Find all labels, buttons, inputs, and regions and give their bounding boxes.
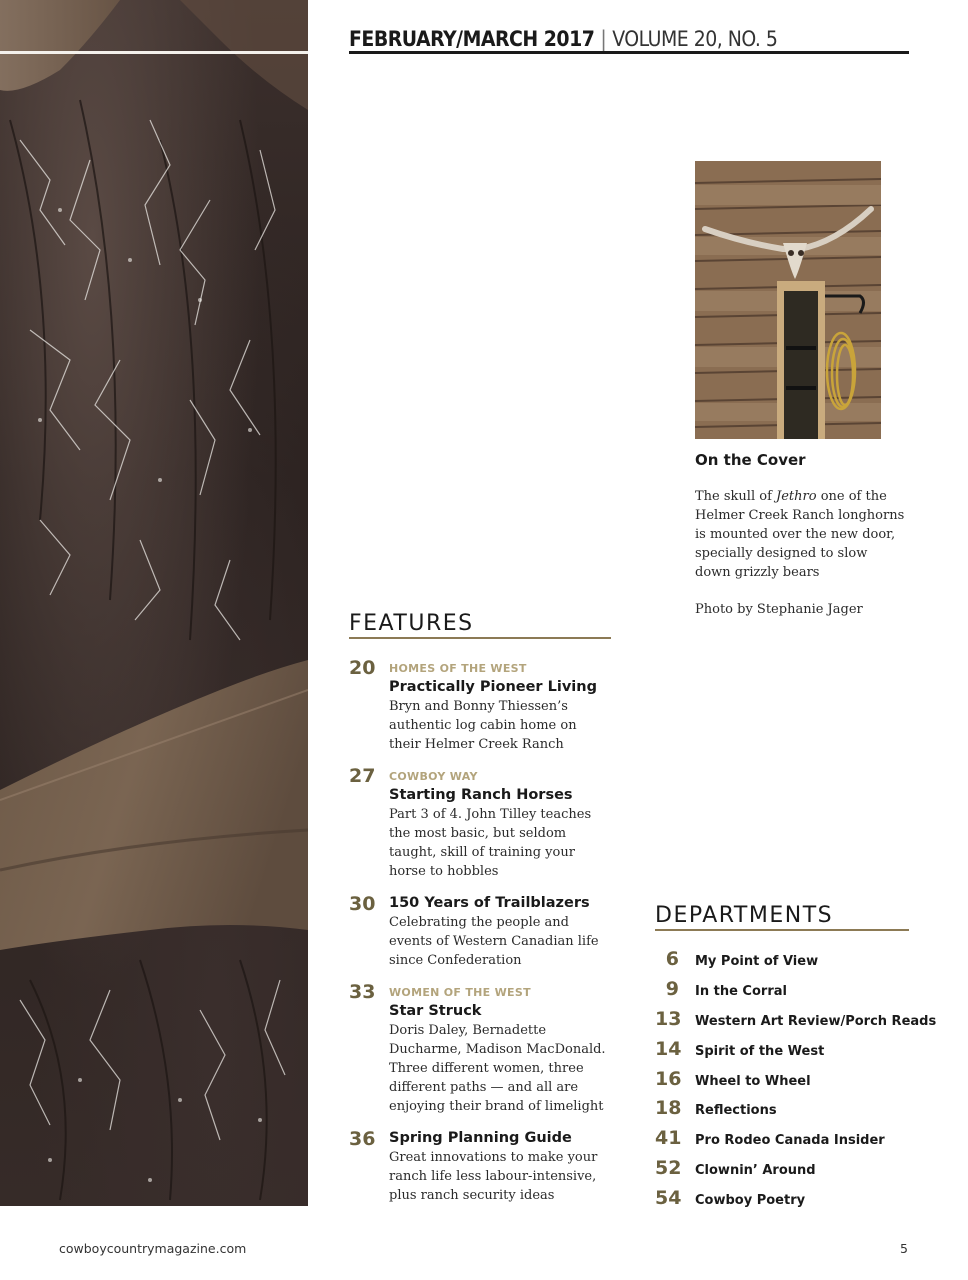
feature-page-number: 33 [349,981,376,1003]
feature-title[interactable]: Star Struck [389,1003,482,1019]
feature-kicker: COWBOY WAY [389,770,478,783]
feature-title[interactable]: Practically Pioneer Living [389,679,597,695]
footer-website[interactable]: cowboycountrymagazine.com [59,1241,247,1256]
features-heading: FEATURES [349,611,474,636]
department-page-number: 9 [665,977,679,1000]
feature-title[interactable]: 150 Years of Trailblazers [389,895,590,911]
issue-volume: VOLUME 20, NO. 5 [612,27,778,51]
department-item[interactable] [655,1185,915,1215]
cover-photo-illustration [695,161,881,439]
cover-caption [695,487,905,582]
department-item[interactable] [655,976,915,1006]
horse-photo-illustration [0,0,308,1206]
feature-title[interactable]: Spring Planning Guide [389,1130,572,1146]
department-item[interactable] [655,1036,915,1066]
department-label[interactable]: Cowboy Poetry [695,1193,806,1209]
department-label[interactable]: Pro Rodeo Canada Insider [695,1133,885,1149]
department-item[interactable] [655,1155,915,1185]
department-label[interactable]: Clownin’ Around [695,1163,816,1179]
cover-caption-name: Jethro [776,489,817,504]
feature-description: Part 3 of 4. John Tilley teaches the most basic, but seldom taught, skill of training your horse to hobbles [389,807,592,879]
department-item[interactable] [655,1125,915,1155]
department-page-number: 18 [655,1097,682,1120]
feature-page-number: 20 [349,657,376,679]
cover-title: On the Cover [695,451,806,469]
department-item[interactable] [655,1066,915,1096]
department-page-number: 13 [655,1007,682,1030]
feature-photo [0,0,308,1206]
photo-divider [0,51,308,54]
departments-rule [655,929,909,931]
feature-kicker: HOMES OF THE WEST [389,662,527,675]
feature-page-number: 36 [349,1128,376,1150]
header-separator: | [600,27,607,51]
department-label[interactable]: Reflections [695,1103,777,1119]
feature-kicker: WOMEN OF THE WEST [389,986,531,999]
department-page-number: 16 [655,1067,682,1090]
feature-description: Celebrating the people and events of Western Canadian life since Confederation [389,915,599,968]
department-item[interactable] [655,946,915,976]
feature-page-number: 27 [349,765,376,787]
department-label[interactable]: Western Art Review/Porch Reads [695,1013,937,1029]
department-page-number: 14 [655,1037,682,1060]
feature-page-number: 30 [349,893,376,915]
department-page-number: 52 [655,1157,682,1180]
cover-photo [695,161,881,439]
feature-description: Bryn and Bonny Thiessen’s authentic log cabin home on their Helmer Creek Ranch [389,699,577,752]
department-item[interactable] [655,1095,915,1125]
page-number: 5 [900,1241,908,1256]
department-page-number: 41 [655,1127,682,1150]
department-page-number: 6 [665,948,679,970]
feature-description: Doris Daley, Bernadette Ducharme, Madison MacDonald. Three different women, three different paths — and all are enjoying their brand of limelight [389,1023,606,1114]
photo-credit: Photo by Stephanie Jager [695,602,863,617]
cover-caption-start: The skull of [695,489,777,504]
cover-caption-end: one of the Helmer Creek Ranch longhorns is mounted over the new door, specially designed to slow down grizzly bears [695,489,905,580]
department-item[interactable] [655,1006,937,1036]
department-label[interactable]: Wheel to Wheel [695,1073,811,1089]
feature-title[interactable]: Starting Ranch Horses [389,787,573,803]
department-label[interactable]: Spirit of the West [695,1043,825,1059]
feature-description: Great innovations to make your ranch life less labour-intensive, plus ranch security ideas [389,1150,598,1203]
header-rule [349,51,909,54]
department-label[interactable]: In the Corral [695,983,787,999]
issue-date: FEBRUARY/MARCH 2017 [349,27,595,51]
department-label[interactable]: My Point of View [695,954,819,969]
departments-list [655,946,937,1215]
departments-heading: DEPARTMENTS [655,903,834,928]
features-rule [349,637,611,639]
department-page-number: 54 [655,1187,682,1210]
